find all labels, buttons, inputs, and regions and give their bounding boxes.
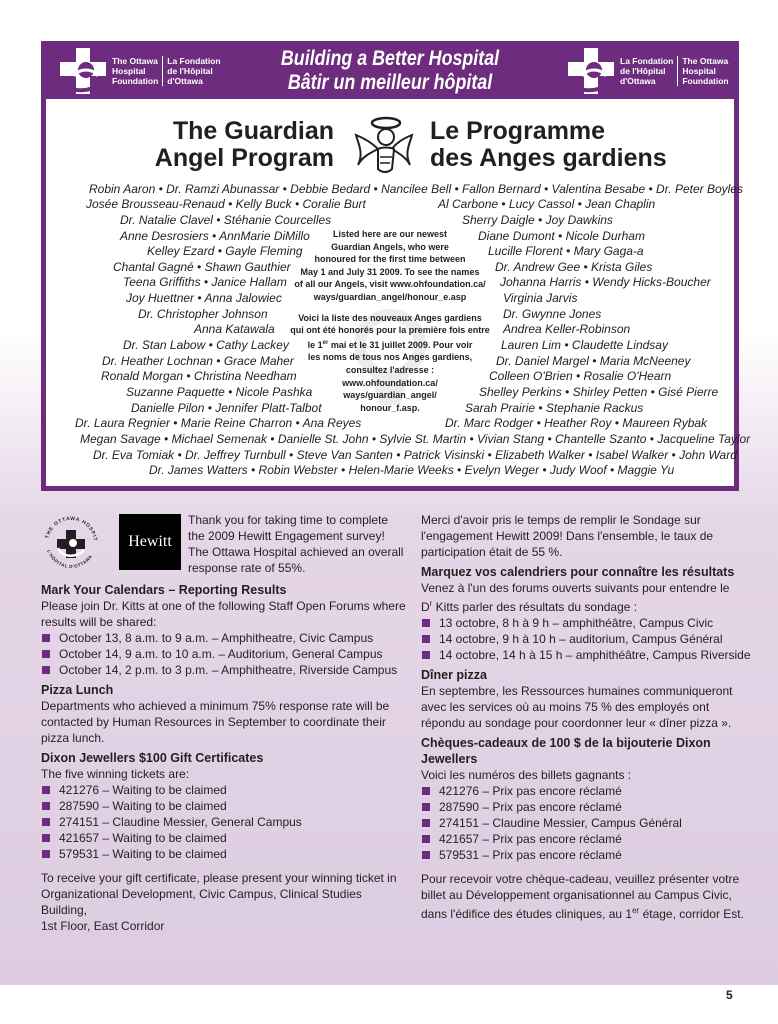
list-item: 287590 – Prix pas encore réclamé — [421, 799, 751, 815]
honouree-names: Josée Brousseau-Renaud • Kelly Buck • Coralie Burt — [86, 197, 366, 211]
honouree-names: Dr. Eva Tomiak • Dr. Jeffrey Turnbull • Steve Van Santen • Patrick Visinski • Elizabeth Walker • Isabel Walker • John Ward — [93, 448, 737, 462]
honouree-names: Dr. Stan Labow • Cathy Lackey — [123, 338, 289, 352]
ticket-list — [41, 782, 411, 862]
list-item: 421657 – Waiting to be claimed — [41, 830, 411, 846]
program-title-fr: Le Programme des Anges gardiens — [430, 117, 667, 172]
forum-list — [41, 630, 411, 678]
list-item: October 14, 9 a.m. to 10 a.m. – Auditorium, General Campus — [41, 646, 411, 662]
list-item: 14 octobre, 9 h à 10 h – auditorium, Campus Général — [421, 631, 751, 647]
list-item: October 14, 2 p.m. to 3 p.m. – Amphitheatre, Riverside Campus — [41, 662, 411, 678]
honouree-names: Dr. Laura Regnier • Marie Reine Charron • Ana Reyes — [75, 416, 362, 430]
dixon-heading: Dixon Jewellers $100 Gift Certificates — [41, 751, 264, 765]
honouree-names: Dr. Daniel Margel • Maria McNeeney — [496, 354, 691, 368]
honouree-names: Virginia Jarvis — [503, 291, 578, 305]
honouree-names: Robin Aaron • Dr. Ramzi Abunassar • Debbie Bedard • Nancilee Bell • Fallon Bernard • Valentina Besabe • Dr. Peter Boyles — [89, 182, 743, 196]
calendar-heading: Mark Your Calendars – Reporting Results — [41, 583, 287, 597]
svg-text:L'HÔPITAL D'OTTAWA: L'HÔPITAL D'OTTAWA — [46, 549, 94, 570]
right-column-fr: Merci d'avoir pris le temps de remplir le Sondage sur l'engagement Hewitt 2009! Dans l'ensemble, le taux de participation était de 55 %. Marquez vos calendriers pour connaître les résultats Venez à l'un des forums ouverts suivants pour entendre le $D^r$ Kitts parler des résultats du sondage : 13 octobre, 8 h à 9 h – amphithéâtre, Campus Civic 14 octobre, 9 h à 10 h – auditorium, Campus Général 14 octobre, 14 h à 15 h – amphithéâtre, Campus Riverside Dîner pizza En septembre, les Ressources humaines communiqueront avec les services où au moins 75 % des employés ont répondu au sondage pour coordonner leur « dîner pizza ». Chèques-cadeaux de 100 $ de la bijouterie Dixon Jewellers Voici les numéros des billets gagnants : 421276 – Prix pas encore réclamé 287590 – Prix pas encore réclamé 274151 – Claudine Messier, Campus Général 421657 – Prix pas encore réclamé 579531 – Prix pas encore réclamé Pour recevoir votre chèque-cadeau, veuillez présenter votre billet au Développement organisationnel au Campus Civic, dans l'édifice des études cliniques, au 1er étage, corridor Est. — [421, 513, 751, 921]
honouree-names: Ronald Morgan • Christina Needham — [101, 369, 297, 383]
foundation-name-fr: La Fondation de l'Hôpital d'Ottawa — [620, 56, 674, 86]
list-item: 274151 – Claudine Messier, General Campus — [41, 814, 411, 830]
program-title-en: The Guardian Angel Program — [154, 117, 334, 172]
honouree-names: Dr. James Watters • Robin Webster • Helen-Marie Weeks • Evelyn Weger • Judy Woof • Maggie Yu — [149, 463, 675, 477]
honouree-names: Lucille Florent • Mary Gaga-a — [488, 244, 644, 258]
left-column-en: Mark Your Calendars – Reporting Results Please join Dr. Kitts at one of the following Staff Open Forums where results will be shared: October 13, 8 a.m. to 9 a.m. – Amphitheatre, Civic Campus October 14, 9 a.m. to 10 a.m. – Auditorium, General Campus October 14, 2 p.m. to 3 p.m. – Amphitheatre, Riverside Campus Pizza Lunch Departments who achieved a minimum 75% response rate will be contacted by Human Resources in September to coordinate their pizza lunch. Dixon Jewellers $100 Gift Certificates The five winning tickets are: 421276 – Waiting to be claimed 287590 – Waiting to be claimed 274151 – Claudine Messier, General Campus 421657 – Waiting to be claimed 579531 – Waiting to be claimed To receive your gift certificate, please present your winning ticket in Organizational Development, Civic Campus, Clinical Studies Building, 1st Floor, East Corridor — [41, 582, 411, 934]
logo-divider — [162, 56, 163, 86]
honouree-names: Suzanne Paquette • Nicole Pashka — [126, 385, 313, 399]
honouree-names: Dr. Andrew Gee • Krista Giles — [495, 260, 653, 274]
honouree-names: Kelley Ezard • Gayle Fleming — [147, 244, 303, 258]
list-item: 421657 – Prix pas encore réclamé — [421, 831, 751, 847]
honouree-names: Johanna Harris • Wendy Hicks-Boucher — [500, 275, 711, 289]
list-item: 579531 – Waiting to be claimed — [41, 846, 411, 862]
honouree-names: Diane Dumont • Nicole Durham — [478, 229, 645, 243]
page-number: 5 — [726, 988, 733, 1002]
honouree-names: Teena Griffiths • Janice Hallam — [123, 275, 287, 289]
list-item: 274151 – Claudine Messier, Campus Général — [421, 815, 751, 831]
forum-list-fr — [421, 615, 751, 663]
honouree-names: Dr. Marc Rodger • Heather Roy • Maureen Rybak — [445, 416, 708, 430]
list-item: 287590 – Waiting to be claimed — [41, 798, 411, 814]
honouree-names: Al Carbone • Lucy Cassol • Jean Chaplin — [438, 197, 656, 211]
honouree-names: Andrea Keller-Robinson — [503, 322, 631, 336]
honouree-names: Joy Huettner • Anna Jalowiec — [126, 291, 282, 305]
honouree-names: Dr. Gwynne Jones — [503, 307, 602, 321]
dixon-heading-fr: Chèques-cadeaux de 100 $ de la bijouterie Dixon Jewellers — [421, 736, 711, 766]
banner-title: Building a Better Hospital Bâtir un meilleur hôpital — [280, 47, 500, 94]
foundation-name-en: The Ottawa Hospital Foundation — [682, 56, 729, 86]
foundation-logo-right — [562, 46, 729, 96]
foundation-mark-icon — [54, 46, 112, 96]
honouree-names: Colleen O'Brien • Rosalie O'Hearn — [489, 369, 672, 383]
list-item: 14 octobre, 14 h à 15 h – amphithéâtre, Campus Riverside — [421, 647, 751, 663]
list-item: 421276 – Waiting to be claimed — [41, 782, 411, 798]
honouree-names: Dr. Heather Lochnan • Grace Maher — [102, 354, 294, 368]
foundation-mark-icon — [562, 46, 620, 96]
honouree-names: Anne Desrosiers • AnnMarie DiMillo — [120, 229, 310, 243]
calendar-heading-fr: Marquez vos calendriers pour connaître les résultats — [421, 565, 735, 579]
angel-icon — [352, 113, 416, 177]
list-item: 13 octobre, 8 h à 9 h – amphithéâtre, Campus Civic — [421, 615, 751, 631]
honouree-names: Shelley Perkins • Shirley Petten • Gisé Pierre — [479, 385, 719, 399]
list-item: 421276 – Prix pas encore réclamé — [421, 783, 751, 799]
foundation-logo-left — [54, 46, 221, 96]
honouree-names: Dr. Christopher Johnson — [138, 307, 268, 321]
svg-text:THE OTTAWA HOSPITAL: THE OTTAWA HOSPIT — [44, 515, 98, 542]
foundation-name-en: The Ottawa Hospital Foundation — [112, 56, 159, 86]
ottawa-hospital-seal-icon — [40, 512, 102, 574]
ticket-list-fr — [421, 783, 751, 863]
foundation-name-fr: La Fondation de l'Hôpital d'Ottawa — [167, 56, 221, 86]
honouree-names: Chantal Gagné • Shawn Gauthier — [113, 260, 291, 274]
list-item: 579531 – Prix pas encore réclamé — [421, 847, 751, 863]
honouree-names: Sarah Prairie • Stephanie Rackus — [465, 401, 644, 415]
honouree-names: Anna Katawala — [194, 322, 275, 336]
honouree-names: Megan Savage • Michael Semenak • Danielle St. John • Sylvie St. Martin • Vivian Stang • Chantelle Szanto • Jacqueline Taylor — [80, 432, 751, 446]
guardian-angel-note: Listed here are our newest Guardian Angels, who were honoured for the first time between May 1 and July 31 2009. To see the names of all our Angels, visit www.ohfoundation.ca/ ways/guardian_angel/honour_e.asp Voici la liste des nouveaux Anges gardiens qui ont été honorés pour la première fois entre le 1er mai et le 31 juillet 2009. Pour voir les noms de tous nos Anges gardiens, consultez l'adresse : www.ohfoundation.ca/ ways/guardian_angel/ honour_f.asp. — [290, 229, 490, 413]
hewitt-logo: Hewitt — [119, 514, 181, 570]
pizza-heading-fr: Dîner pizza — [421, 668, 487, 682]
list-item: October 13, 8 a.m. to 9 a.m. – Amphitheatre, Civic Campus — [41, 630, 411, 646]
honouree-names: Sherry Daigle • Joy Dawkins — [462, 213, 613, 227]
logo-divider — [677, 56, 678, 86]
survey-thanks-en: Thank you for taking time to complete the 2009 Hewitt Engagement survey! The Ottawa Hospital achieved an overall response rate of 55%. — [188, 513, 404, 575]
pizza-heading: Pizza Lunch — [41, 683, 114, 697]
honouree-names: Dr. Natalie Clavel • Stéhanie Courcelles — [120, 213, 332, 227]
honouree-names: Lauren Lim • Claudette Lindsay — [501, 338, 668, 352]
honouree-names: Danielle Pilon • Jennifer Platt-Talbot — [131, 401, 322, 415]
